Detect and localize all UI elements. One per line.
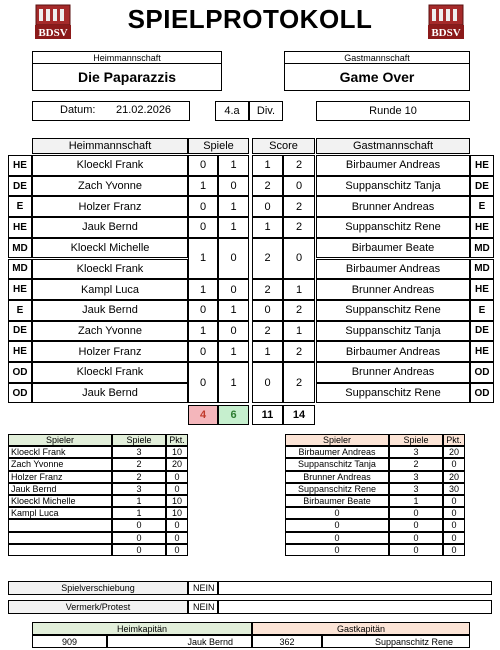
guest-score: 1 [283,321,315,342]
home-stat-name: Kampl Luca [8,507,112,519]
guest-player: Suppanschitz Rene [316,300,470,321]
home-stats-header-player: Spieler [8,434,112,446]
match-type-right: MD [470,259,494,280]
guest-stat-name: Birbaumer Beate [285,495,389,507]
guest-stat-points: 0 [443,544,465,556]
match-type-left: OD [8,362,32,383]
match-type-left: HE [8,155,32,176]
home-stat-name [8,519,112,531]
division-number: 4.a [215,101,249,121]
home-player-2: Kloeckl Frank [32,259,188,280]
home-player: Kloeckl Frank [32,362,188,383]
home-captain-number: 909 [32,635,107,648]
home-games: 0 [188,362,218,403]
total-guest-games: 6 [218,405,249,425]
home-games: 0 [188,196,218,217]
home-stat-points: 20 [166,458,188,470]
match-type-right: DE [470,176,494,197]
match-type-right: MD [470,238,494,259]
guest-player: Birbaumer Andreas [316,155,470,176]
match-type-right: DE [470,321,494,342]
home-score: 0 [252,300,283,321]
header-guest: Gastmannschaft [316,138,470,154]
guest-score: 2 [283,155,315,176]
guest-stats-header-points: Pkt. [443,434,465,446]
match-type-left: HE [8,279,32,300]
home-stat-games: 1 [112,495,166,507]
guest-stat-name: Suppanschitz Rene [285,483,389,495]
home-stat-games: 1 [112,507,166,519]
guest-score: 2 [283,217,315,238]
guest-player: Birbaumer Beate [316,238,470,259]
guest-stat-games: 3 [389,446,443,458]
guest-captain-label: Gastkapitän [252,622,470,635]
home-games: 0 [188,300,218,321]
guest-games: 0 [218,279,249,300]
home-stat-name [8,532,112,544]
date-label: Datum: [60,104,96,116]
guest-stat-points: 0 [443,495,465,507]
protest-label: Vermerk/Protest [8,600,188,614]
home-stat-games: 2 [112,458,166,470]
home-stats-header-games: Spiele [112,434,166,446]
postponement-value: NEIN [188,581,218,595]
guest-stat-points: 0 [443,519,465,531]
match-type-left: E [8,196,32,217]
home-player: Kloeckl Frank [32,155,188,176]
guest-stat-name: 0 [285,507,389,519]
guest-stat-games: 1 [389,495,443,507]
home-player-2: Jauk Bernd [32,383,188,404]
guest-games: 1 [218,155,249,176]
match-type-right: HE [470,155,494,176]
guest-score: 2 [283,341,315,362]
guest-score: 0 [283,176,315,197]
guest-stat-name: 0 [285,519,389,531]
home-score: 2 [252,321,283,342]
match-type-left: OD [8,383,32,404]
home-games: 0 [188,217,218,238]
home-player: Holzer Franz [32,196,188,217]
guest-games: 0 [218,238,249,279]
match-type-left: E [8,300,32,321]
round-box: Runde 10 [316,101,470,121]
home-games: 1 [188,321,218,342]
guest-player: Brunner Andreas [316,279,470,300]
home-player: Zach Yvonne [32,176,188,197]
guest-score: 1 [283,279,315,300]
home-stat-points: 0 [166,532,188,544]
home-stat-points: 10 [166,495,188,507]
total-guest-score: 14 [283,405,315,425]
guest-games: 1 [218,362,249,403]
match-type-left: MD [8,259,32,280]
guest-stat-games: 0 [389,507,443,519]
guest-stat-name: 0 [285,544,389,556]
match-type-right: HE [470,279,494,300]
guest-stat-points: 20 [443,446,465,458]
guest-stat-points: 0 [443,507,465,519]
guest-stat-games: 0 [389,519,443,531]
guest-stat-games: 0 [389,544,443,556]
home-stat-name: Jauk Bernd [8,483,112,495]
total-home-score: 11 [252,405,283,425]
home-stat-name: Kloeckl Frank [8,446,112,458]
home-stat-games: 3 [112,483,166,495]
guest-score: 0 [283,238,315,279]
match-type-left: HE [8,217,32,238]
home-stats-header-points: Pkt. [166,434,188,446]
home-score: 2 [252,238,283,279]
home-score: 0 [252,362,283,403]
match-type-right: OD [470,383,494,404]
guest-team-label: Gastmannschaft [284,51,470,64]
postponement-label: Spielverschiebung [8,581,188,595]
guest-stats-header-games: Spiele [389,434,443,446]
home-score: 1 [252,217,283,238]
guest-games: 0 [218,321,249,342]
home-captain-label: Heimkapitän [32,622,252,635]
match-type-right: E [470,300,494,321]
match-type-right: E [470,196,494,217]
guest-stat-name: 0 [285,532,389,544]
home-stat-points: 0 [166,471,188,483]
guest-score: 2 [283,362,315,403]
home-stat-games: 0 [112,544,166,556]
match-type-right: HE [470,217,494,238]
date-value: 21.02.2026 [116,104,172,116]
guest-player-2: Birbaumer Andreas [316,259,470,280]
division-label: Div. [249,101,283,121]
guest-player: Suppanschitz Rene [316,217,470,238]
home-score: 0 [252,196,283,217]
svg-text:BDSV: BDSV [38,27,68,39]
home-stat-name: Kloeckl Michelle [8,495,112,507]
home-games: 1 [188,176,218,197]
guest-stat-name: Suppanschitz Tanja [285,458,389,470]
home-player: Kampl Luca [32,279,188,300]
home-stat-name: Holzer Franz [8,471,112,483]
home-stat-games: 0 [112,532,166,544]
guest-captain-name: Suppanschitz Rene [322,635,470,648]
guest-stat-games: 3 [389,471,443,483]
home-stat-name: Zach Yvonne [8,458,112,470]
guest-stat-points: 0 [443,532,465,544]
guest-games: 1 [218,217,249,238]
guest-player: Brunner Andreas [316,196,470,217]
guest-player: Birbaumer Andreas [316,341,470,362]
home-stat-games: 2 [112,471,166,483]
guest-score: 2 [283,300,315,321]
home-games: 0 [188,341,218,362]
guest-games: 1 [218,300,249,321]
home-player: Jauk Bernd [32,300,188,321]
guest-stat-games: 0 [389,532,443,544]
header-games: Spiele [188,138,249,154]
guest-stat-games: 3 [389,483,443,495]
guest-games: 0 [218,176,249,197]
match-type-left: DE [8,321,32,342]
match-type-left: HE [8,341,32,362]
home-team-label: Heimmannschaft [32,51,222,64]
home-stat-points: 0 [166,483,188,495]
guest-team-name: Game Over [284,63,470,91]
home-games: 0 [188,155,218,176]
home-score: 1 [252,341,283,362]
home-stat-points: 0 [166,519,188,531]
home-captain-name: Jauk Bernd [107,635,252,648]
protest-note [218,600,492,614]
home-player: Holzer Franz [32,341,188,362]
match-type-right: HE [470,341,494,362]
page-title: SPIELPROTOKOLL [127,4,373,34]
home-stat-points: 10 [166,507,188,519]
home-score: 1 [252,155,283,176]
home-stat-points: 0 [166,544,188,556]
home-score: 2 [252,176,283,197]
guest-stat-name: Birbaumer Andreas [285,446,389,458]
guest-stat-points: 30 [443,483,465,495]
guest-player: Brunner Andreas [316,362,470,383]
guest-stat-points: 20 [443,471,465,483]
home-player: Jauk Bernd [32,217,188,238]
home-stat-points: 10 [166,446,188,458]
header-score: Score [252,138,315,154]
match-type-left: DE [8,176,32,197]
home-stat-games: 3 [112,446,166,458]
home-games: 1 [188,238,218,279]
protest-value: NEIN [188,600,218,614]
guest-stat-points: 0 [443,458,465,470]
guest-captain-number: 362 [252,635,322,648]
guest-stat-games: 2 [389,458,443,470]
header-home: Heimmannschaft [32,138,188,154]
home-player: Zach Yvonne [32,321,188,342]
home-score: 2 [252,279,283,300]
postponement-note [218,581,492,595]
svg-text:BDSV: BDSV [431,27,461,39]
guest-player: Suppanschitz Tanja [316,321,470,342]
guest-player: Suppanschitz Tanja [316,176,470,197]
home-stat-games: 0 [112,519,166,531]
home-stat-name [8,544,112,556]
guest-games: 1 [218,196,249,217]
total-home-games: 4 [188,405,218,425]
home-games: 1 [188,279,218,300]
guest-games: 1 [218,341,249,362]
match-type-left: MD [8,238,32,259]
guest-stats-header-player: Spieler [285,434,389,446]
guest-stat-name: Brunner Andreas [285,471,389,483]
match-type-right: OD [470,362,494,383]
home-player: Kloeckl Michelle [32,238,188,259]
home-team-name: Die Paparazzis [32,63,222,91]
guest-score: 2 [283,196,315,217]
guest-player-2: Suppanschitz Rene [316,383,470,404]
